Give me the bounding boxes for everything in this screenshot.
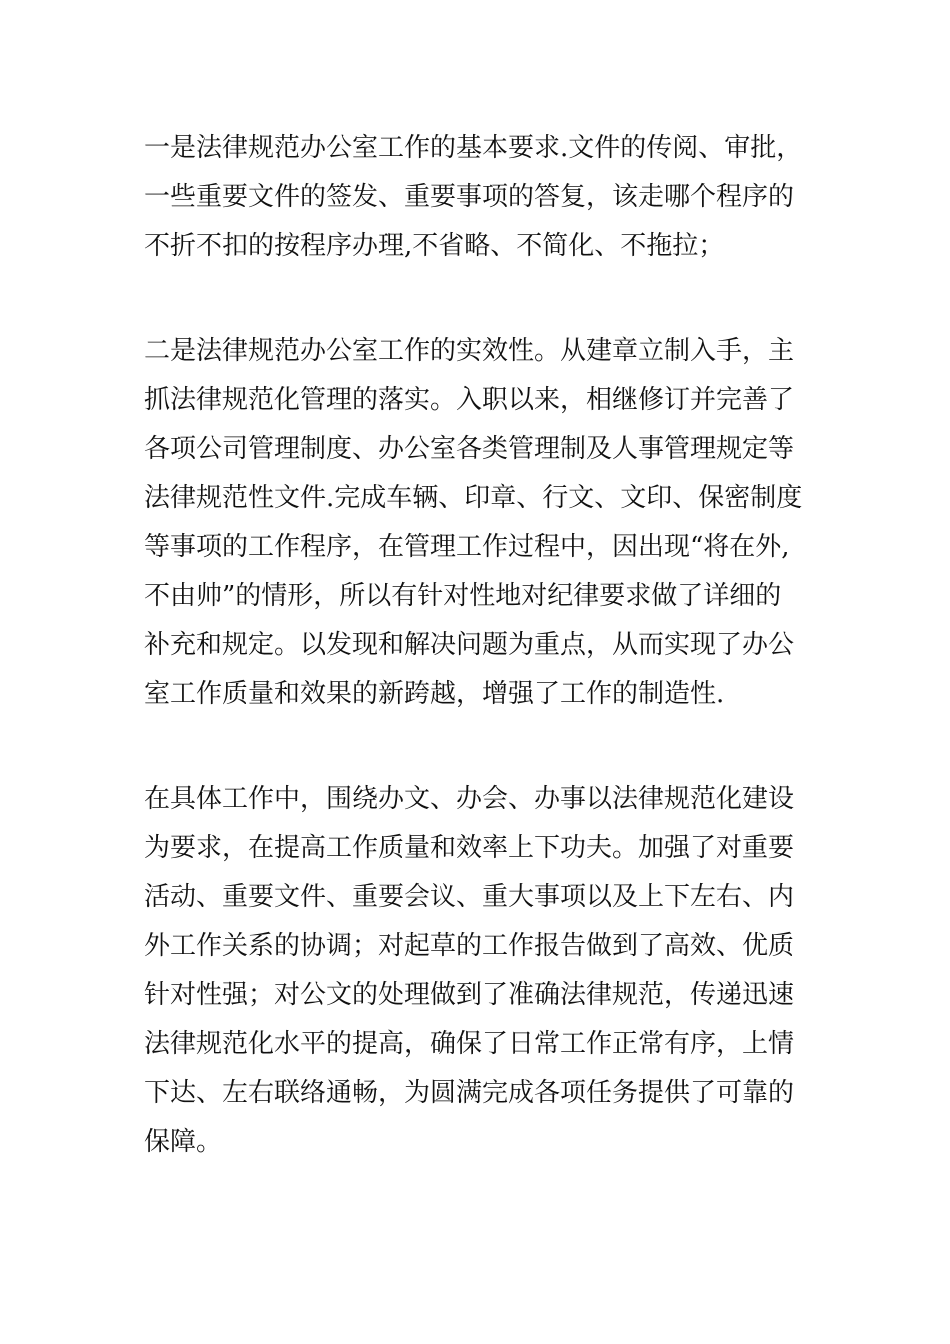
paragraph-line: 活动、重要文件、重要会议、重大事项以及上下左右、内	[144, 882, 795, 912]
paragraph-line: 法律规范化水平的提高，确保了日常工作正常有序，上情	[144, 1029, 795, 1059]
paragraph-line: 二是法律规范办公室工作的实效性。从建章立制入手，主	[144, 336, 795, 366]
paragraph-line: 下达、左右联络通畅，为圆满完成各项任务提供了可靠的	[144, 1078, 795, 1108]
paragraph-3	[144, 775, 824, 1167]
paragraph-line: 各项公司管理制度、办公室各类管理制及人事管理规定等	[144, 434, 795, 464]
paragraph-line: 外工作关系的协调；对起草的工作报告做到了高效、优质	[144, 931, 795, 961]
paragraph-line: 等事项的工作程序，在管理工作过程中，因出现“将在外,	[144, 532, 790, 562]
paragraph-line: 一些重要文件的签发、重要事项的答复，该走哪个程序的	[144, 182, 795, 212]
paragraph-1	[144, 124, 824, 271]
paragraph-line: 不折不扣的按程序办理,不省略、不简化、不拖拉；	[144, 231, 725, 261]
paragraph-line: 为要求，在提高工作质量和效率上下功夫。加强了对重要	[144, 833, 795, 863]
paragraph-line: 补充和规定。以发现和解决问题为重点，从而实现了办公	[144, 630, 795, 660]
paragraph-line: 针对性强；对公文的处理做到了准确法律规范，传递迅速	[144, 980, 795, 1010]
paragraph-line: 室工作质量和效果的新跨越，增强了工作的制造性.	[144, 679, 725, 709]
paragraph-2	[144, 327, 824, 719]
paragraph-line: 抓法律规范化管理的落实。入职以来，相继修订并完善了	[144, 385, 795, 415]
paragraph-line: 法律规范性文件.完成车辆、印章、行文、文印、保密制度	[144, 483, 803, 513]
paragraph-line: 保障。	[144, 1127, 223, 1157]
paragraph-line: 不由帅”的情形，所以有针对性地对纪律要求做了详细的	[144, 581, 782, 611]
paragraph-line: 一是法律规范办公室工作的基本要求.文件的传阅、审批，	[144, 133, 803, 163]
paragraph-line: 在具体工作中，围绕办文、办会、办事以法律规范化建设	[144, 784, 795, 814]
